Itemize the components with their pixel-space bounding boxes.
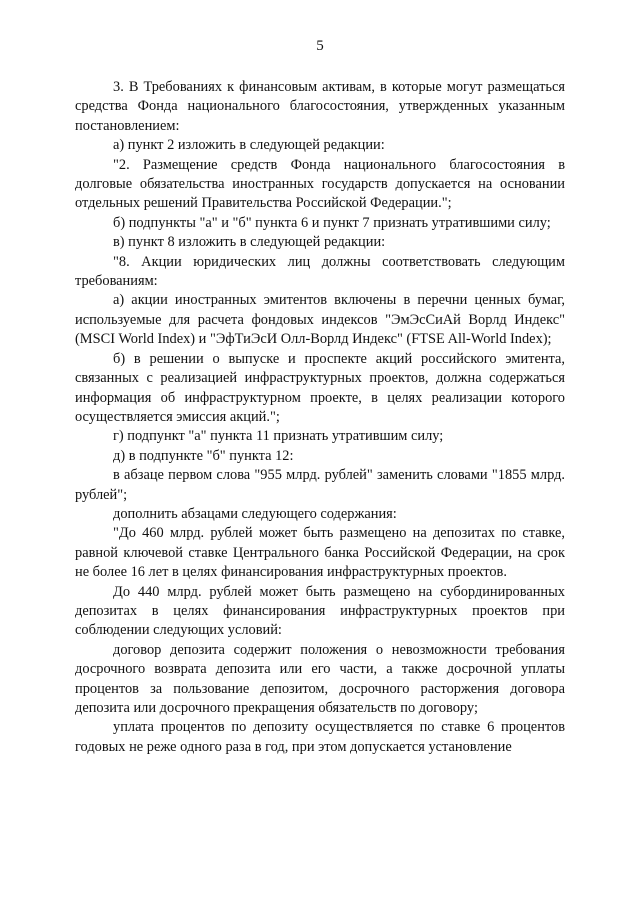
paragraph-new-item-2: "2. Размещение средств Фонда национального благосостояния в долговые обязательства иностранных государств допускается на основании отдельных решений Правительства Российской Федерации."; bbox=[75, 156, 565, 212]
paragraph-deposit-440: До 440 млрд. рублей может быть размещено на субординированных депозитах в целях финансирования инфраструктурных проектов при соблюдении следующих условий: bbox=[75, 583, 565, 639]
paragraph-item-a: а) пункт 2 изложить в следующей редакции: bbox=[113, 137, 385, 154]
paragraph-requirements-intro: 3. В Требованиях к финансовым активам, в которые могут размещаться средства Фонда национального благосостояния, утвержденных указанным постановлением: bbox=[75, 79, 565, 134]
paragraph-item-8-b: б) в решении о выпуске и проспекте акций российского эмитента, связанных с реализацией инфраструктурных проектов, должна содержаться информация об инфраструктурном проекте, в целях реализации которого осуществляется эмиссия акций."; bbox=[75, 350, 565, 425]
paragraph-item-v: в) пункт 8 изложить в следующей редакции: bbox=[113, 234, 386, 251]
paragraph-first-abzats-change: в абзаце первом слова "955 млрд. рублей" заменить словами "1855 млрд. рублей"; bbox=[75, 467, 565, 503]
paragraph-deposit-460: "До 460 млрд. рублей может быть размещено на депозитах по ставке, равной ключевой ставке Центрального банка Российской Федерации, на срок не более 16 лет в целях финансирования инфраструктурных проектов. bbox=[75, 525, 565, 581]
paragraph-add-abzats: дополнить абзацами следующего содержания: bbox=[113, 505, 397, 522]
page-number: 5 bbox=[316, 38, 324, 54]
paragraph-interest-payment: уплата процентов по депозиту осуществляется по ставке 6 процентов годовых не реже одного раза в год, при этом допускается установление bbox=[75, 719, 565, 755]
paragraph-item-g: г) подпункт "а" пункта 11 признать утратившим силу; bbox=[113, 428, 444, 445]
paragraph-new-item-8: "8. Акции юридических лиц должны соответствовать следующим требованиям: bbox=[75, 253, 565, 290]
document-body bbox=[75, 78, 565, 757]
paragraph-item-b: б) подпункты "а" и "б" пункта 6 и пункт 7 признать утратившими силу; bbox=[113, 214, 551, 231]
paragraph-item-d: д) в подпункте "б" пункта 12: bbox=[113, 447, 294, 464]
paragraph-deposit-contract: договор депозита содержит положения о невозможности требования досрочного возврата депозита или его части, а также досрочной уплаты процентов за пользование депозитом, досрочного расторжения договора депозита или досрочного прекращения обязательств по договору; bbox=[75, 641, 565, 716]
paragraph-item-8-a: а) акции иностранных эмитентов включены в перечни ценных бумаг, используемые для расчета фондовых индексов "ЭмЭсСиАй Ворлд Индекс" (MSCI World Index) и "ЭфТиЭсИ Олл-Ворлд Индекс" (FTSE All-World Index); bbox=[75, 292, 565, 348]
